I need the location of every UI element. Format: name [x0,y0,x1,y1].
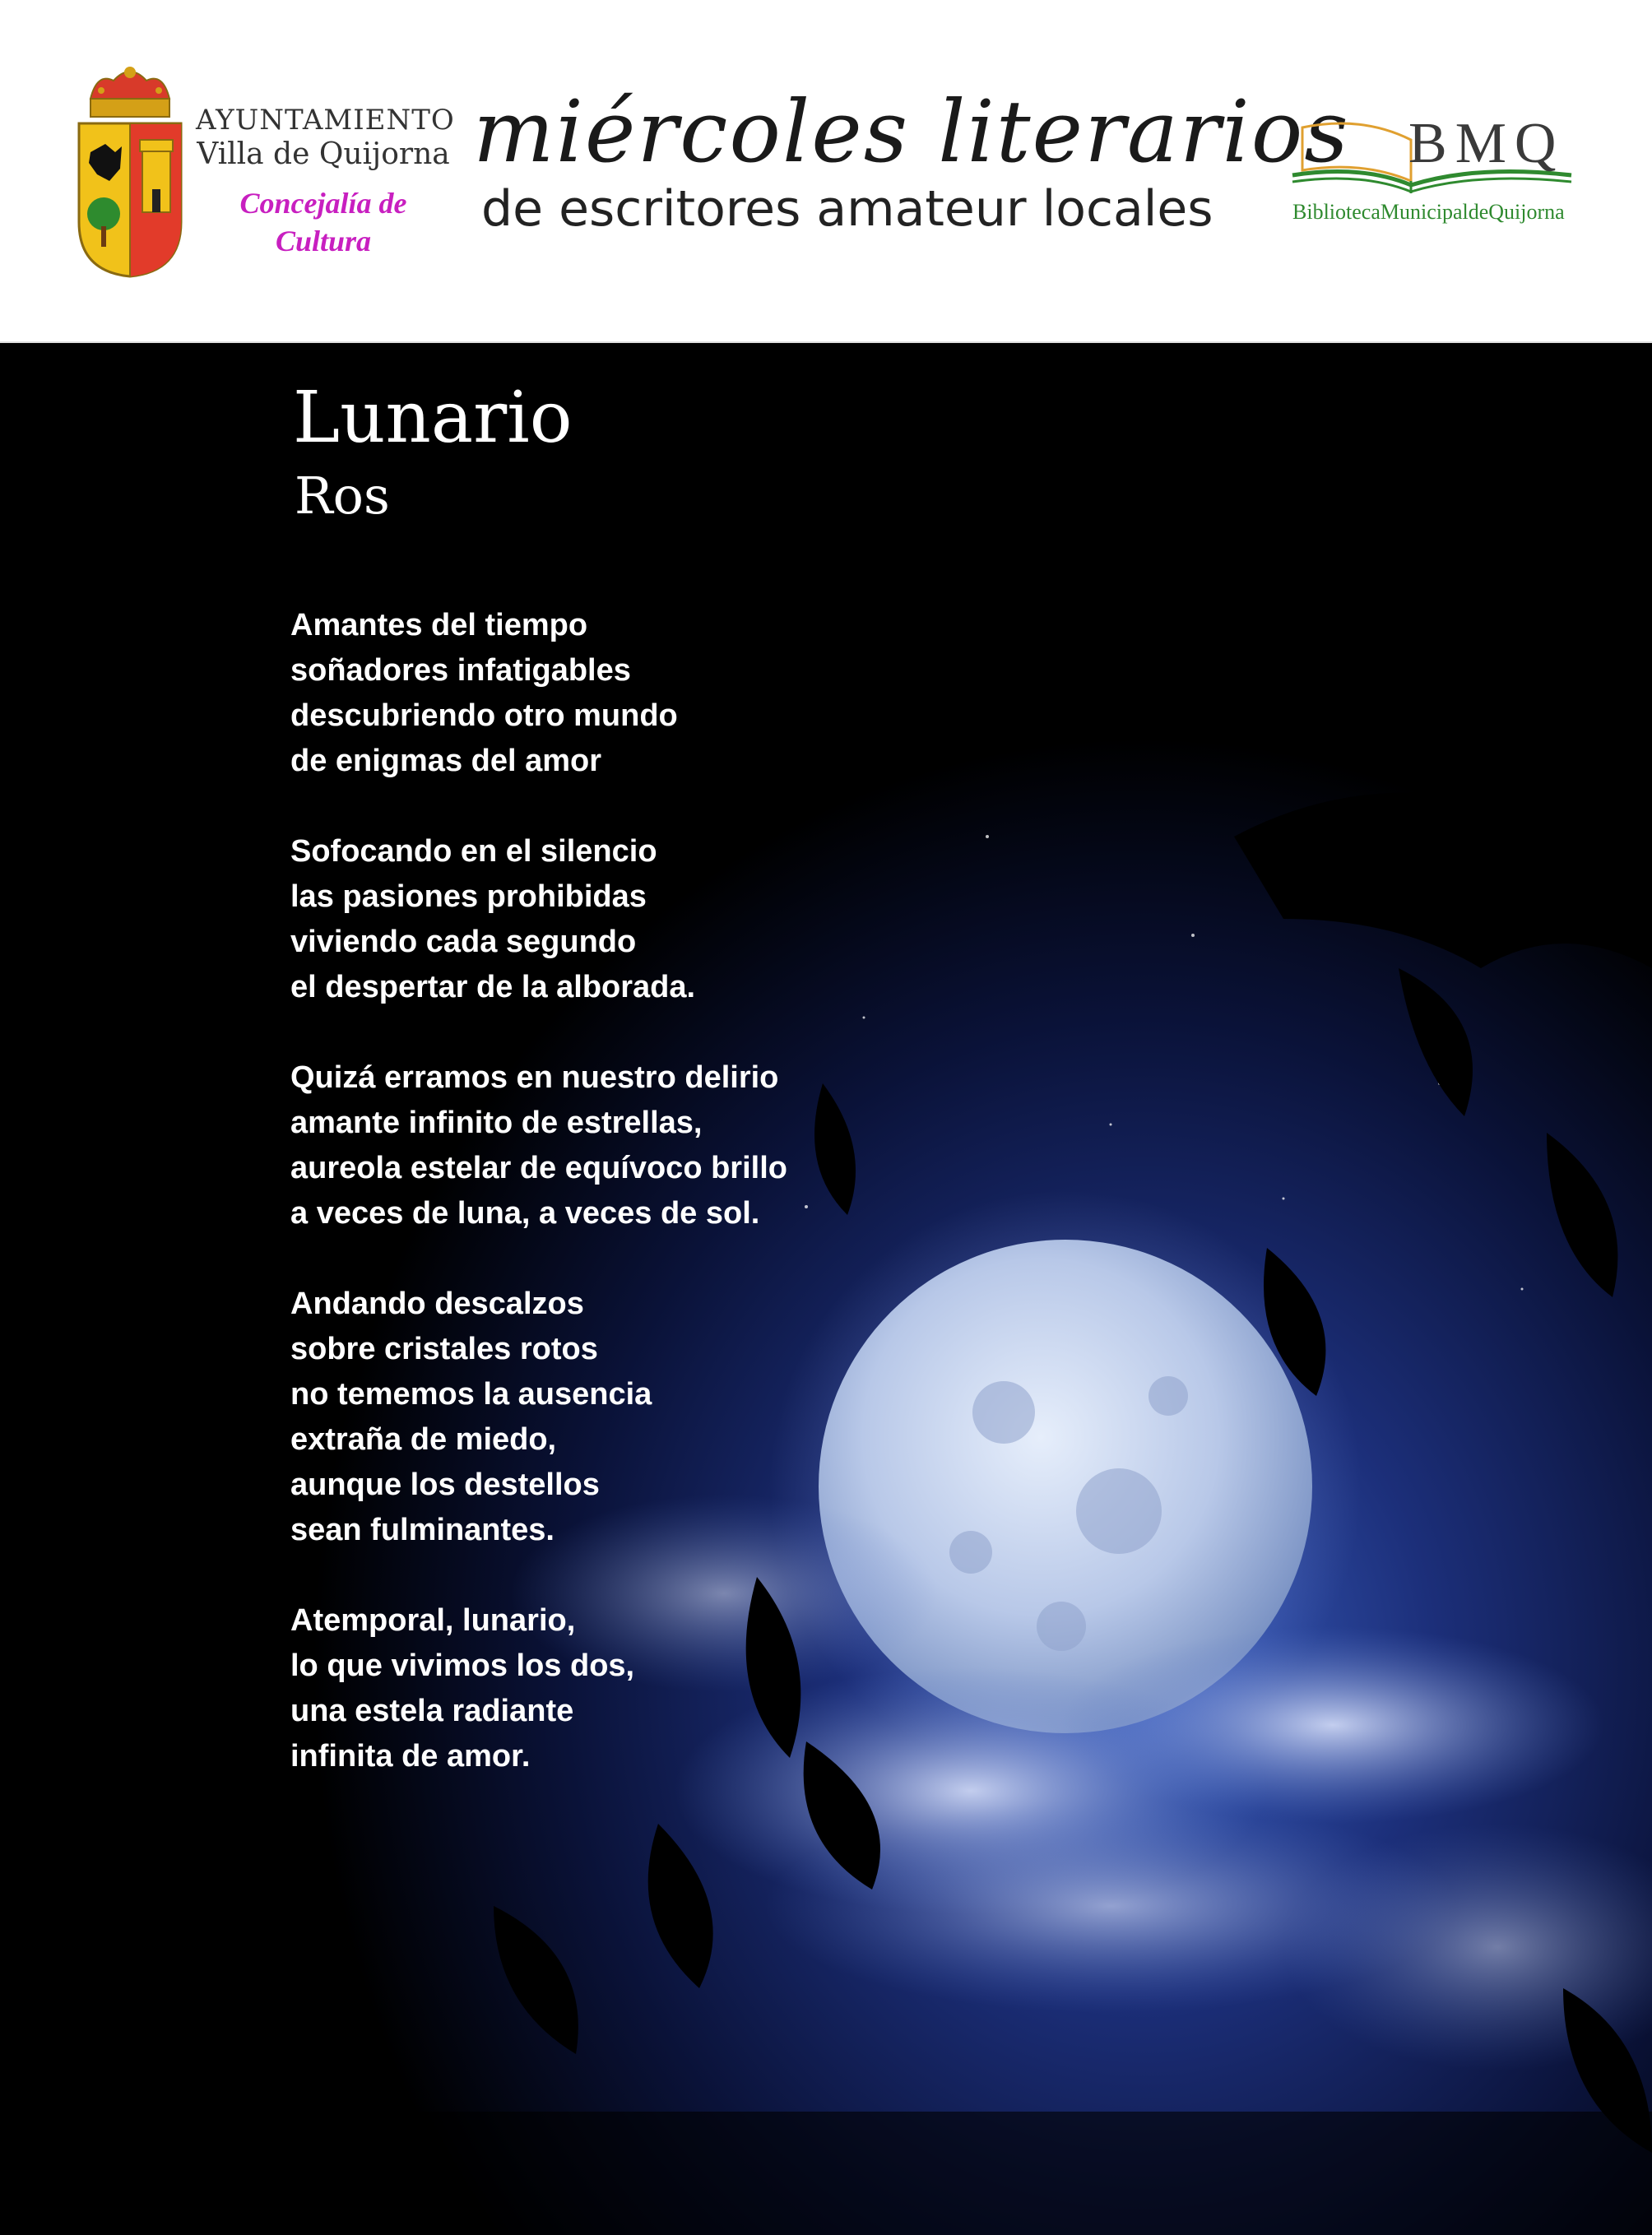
poem-body [290,603,949,1825]
verse: Sofocando en el silencio [290,834,657,869]
header-banner [0,0,1652,343]
verse: Andando descalzos [290,1287,584,1321]
verse: Amantes del tiempo [290,608,588,642]
verse: amante infinito de estrellas, [290,1106,703,1140]
verse: aureola estelar de equívoco brillo [290,1151,787,1185]
bmq-acronym: BMQ [1408,112,1565,175]
villa-label: Villa de Quijorna [197,137,450,171]
verse: extraña de miedo, [290,1422,557,1457]
verse: sobre cristales rotos [290,1332,598,1366]
series-subtitle: de escritores amateur locales [481,180,1213,238]
library-name: BibliotecaMunicipaldeQuijorna [1292,200,1565,224]
ayuntamiento-block [196,104,455,260]
verse: sean fulminantes. [290,1513,555,1547]
library-logo [1288,103,1600,234]
poem-title: Lunario [293,377,573,459]
concejalia-label-line2: Cultura [275,225,372,257]
verse: no tememos la ausencia [290,1377,652,1412]
verse: aunque los destellos [290,1468,600,1502]
stanza-4 [290,1282,949,1553]
stanza-2 [290,829,949,1010]
verse: las pasiones prohibidas [290,879,647,914]
verse: de enigmas del amor [290,744,602,778]
stanza-5 [290,1598,949,1779]
stanza-1 [290,603,949,784]
series-title: miércoles literarios [473,81,1350,182]
verse: a veces de luna, a veces de sol. [290,1196,760,1231]
verse: el despertar de la alborada. [290,970,696,1004]
concejalia-label-line1: Concejalía de [239,187,407,220]
verse: viviendo cada segundo [290,925,637,959]
coat-of-arms-logo [72,66,188,280]
stanza-3 [290,1055,949,1236]
verse: lo que vivimos los dos, [290,1648,635,1683]
verse: infinita de amor. [290,1739,531,1774]
verse: Quizá erramos en nuestro delirio [290,1060,779,1095]
verse: soñadores infatigables [290,653,631,688]
verse: descubriendo otro mundo [290,698,678,733]
verse: una estela radiante [290,1694,574,1728]
verse: Atemporal, lunario, [290,1603,576,1638]
ayuntamiento-label: AYUNTAMIENTO [196,104,455,137]
poem-author: Ros [295,466,390,526]
